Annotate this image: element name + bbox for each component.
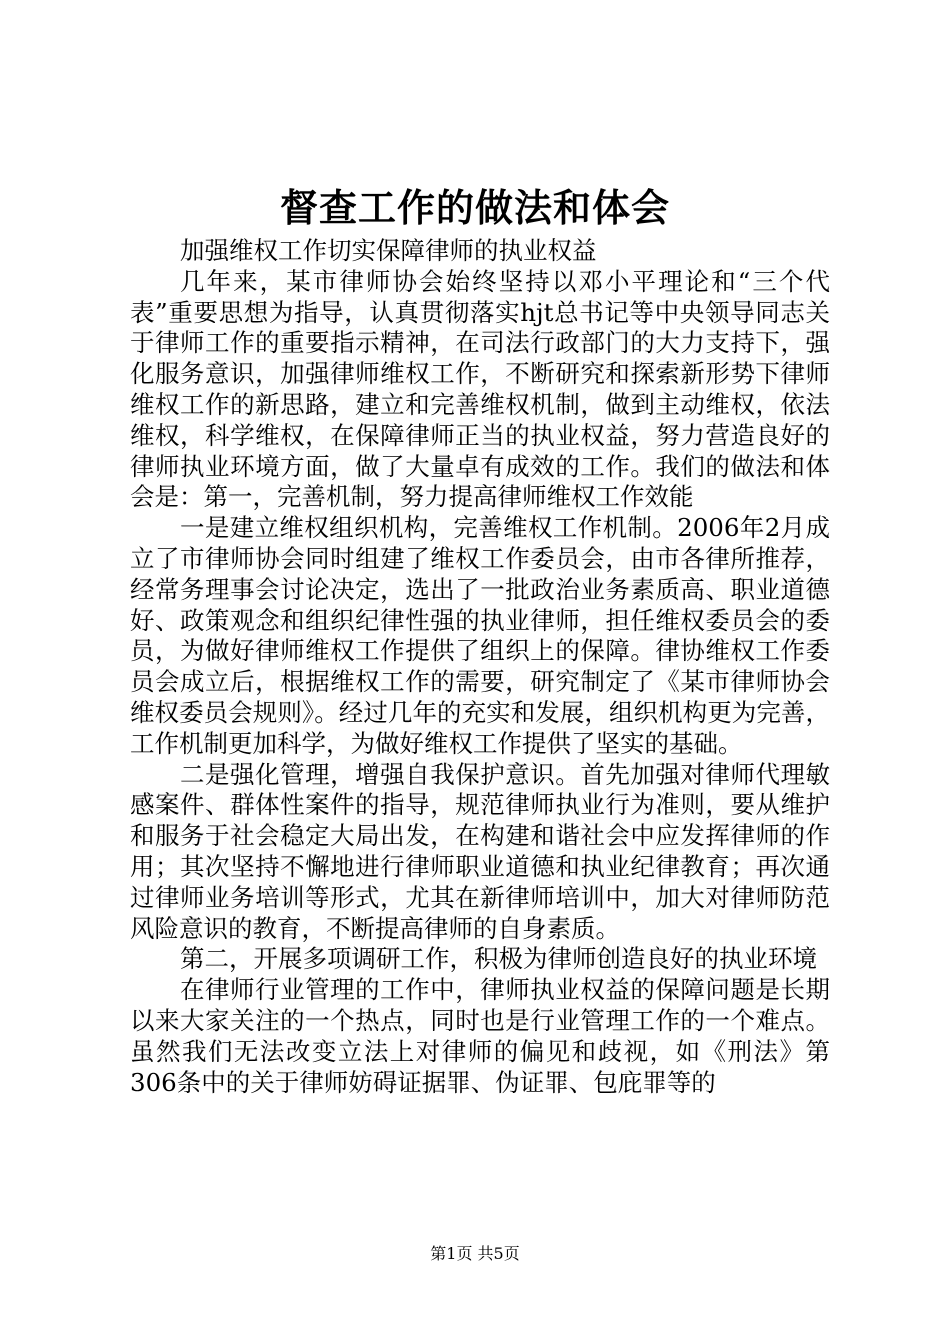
body-paragraph: 一是建立维权组织机构，完善维权工作机制。2006年2月成立了市律师协会同时组建了维权工作委员会，由市各律所推荐，经常务理事会讨论决定，选出了一批政治业务素质高、职业道德好、政策观念和组织纪律性强的执业律师，担任维权委员会的委员，为做好律师维权工作提供了组织上的保障。律协维权工作委员会成立后，根据维权工作的需要，研究制定了《某市律师协会维权委员会规则》。经过几年的充实和发展，组织机构更为完善，工作机制更加科学，为做好维权工作提供了坚实的基础。 [130,513,830,758]
body-paragraph: 在律师行业管理的工作中，律师执业权益的保障问题是长期以来大家关注的一个热点，同时也是行业管理工作的一个难点。虽然我们无法改变立法上对律师的偏见和歧视，如《刑法》第306条中的关于律师妨碍证据罪、伪证罪、包庇罪等的 [130,975,830,1097]
body-paragraph: 二是强化管理，增强自我保护意识。首先加强对律师代理敏感案件、群体性案件的指导，规范律师执业行为准则，要从维护和服务于社会稳定大局出发，在构建和谐社会中应发挥律师的作用；其次坚持不懈地进行律师职业道德和执业纪律教育；再次通过律师业务培训等形式，尤其在新律师培训中，加大对律师防范风险意识的教育，不断提高律师的自身素质。 [130,759,830,943]
section-heading-paragraph: 第二，开展多项调研工作，积极为律师创造良好的执业环境 [180,944,817,974]
document-body [130,236,830,1098]
page-footer: 第1页 共5页 [430,1244,520,1263]
subtitle-paragraph: 加强维权工作切实保障律师的执业权益 [180,236,597,265]
document-title: 督查工作的做法和体会 [279,185,670,230]
body-paragraph: 几年来，某市律师协会始终坚持以邓小平理论和“三个代表”重要思想为指导，认真贯彻落实hjt总书记等中央领导同志关于律师工作的重要指示精神，在司法行政部门的大力支持下，强化服务意识，加强律师维权工作，不断研究和探索新形势下律师维权工作的新思路，建立和完善维权机制，做到主动维权，依法维权，科学维权，在保障律师正当的执业权益，努力营造良好的律师执业环境方面，做了大量卓有成效的工作。我们的做法和体会是：第一，完善机制，努力提高律师维权工作效能 [130,266,830,512]
